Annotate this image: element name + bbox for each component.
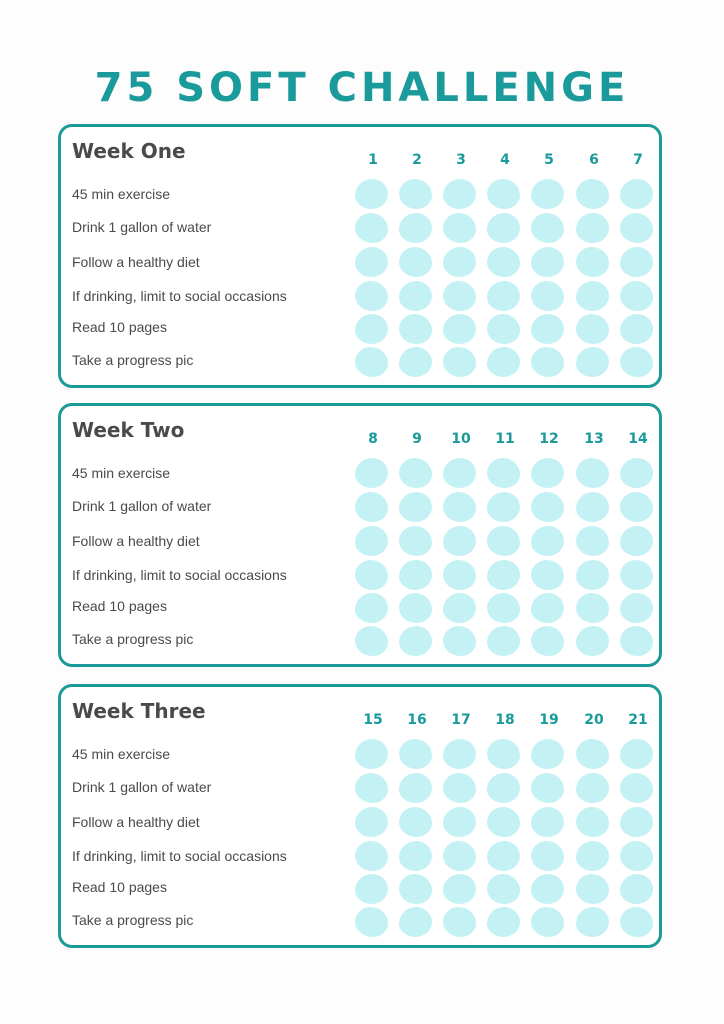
day-checkbox[interactable] <box>443 492 476 522</box>
task-label: Read 10 pages <box>72 879 167 895</box>
day-checkbox[interactable] <box>620 739 653 769</box>
day-checkbox[interactable] <box>531 281 564 311</box>
day-checkbox[interactable] <box>620 593 653 623</box>
day-checkbox[interactable] <box>399 841 432 871</box>
day-checkbox[interactable] <box>576 213 609 243</box>
day-checkbox[interactable] <box>620 626 653 656</box>
day-checkbox[interactable] <box>487 247 520 277</box>
day-checkbox[interactable] <box>443 281 476 311</box>
week-panel <box>58 124 662 388</box>
day-number: 7 <box>633 152 643 168</box>
day-checkbox[interactable] <box>399 179 432 209</box>
day-checkbox[interactable] <box>487 807 520 837</box>
day-checkbox[interactable] <box>576 526 609 556</box>
day-checkbox[interactable] <box>576 347 609 377</box>
day-checkbox[interactable] <box>487 281 520 311</box>
week-panel <box>58 403 662 667</box>
day-checkbox[interactable] <box>399 739 432 769</box>
day-checkbox[interactable] <box>487 213 520 243</box>
day-checkbox[interactable] <box>399 593 432 623</box>
day-number: 15 <box>363 712 383 728</box>
day-checkbox[interactable] <box>531 739 564 769</box>
day-checkbox[interactable] <box>531 773 564 803</box>
day-number: 11 <box>495 431 515 447</box>
day-checkbox[interactable] <box>487 739 520 769</box>
day-checkbox[interactable] <box>487 492 520 522</box>
day-checkbox[interactable] <box>487 593 520 623</box>
day-checkbox[interactable] <box>620 492 653 522</box>
day-number: 5 <box>544 152 554 168</box>
day-checkbox[interactable] <box>620 213 653 243</box>
day-checkbox[interactable] <box>399 526 432 556</box>
day-checkbox[interactable] <box>620 807 653 837</box>
day-checkbox[interactable] <box>443 458 476 488</box>
day-number: 2 <box>412 152 422 168</box>
day-number: 20 <box>584 712 604 728</box>
day-number: 3 <box>456 152 466 168</box>
task-label: Read 10 pages <box>72 319 167 335</box>
task-label: If drinking, limit to social occasions <box>72 288 287 304</box>
day-checkbox[interactable] <box>355 593 388 623</box>
task-label: Drink 1 gallon of water <box>72 498 212 514</box>
day-checkbox[interactable] <box>620 347 653 377</box>
day-checkbox[interactable] <box>620 907 653 937</box>
task-label: Take a progress pic <box>72 631 194 647</box>
day-checkbox[interactable] <box>399 874 432 904</box>
day-checkbox[interactable] <box>531 347 564 377</box>
day-checkbox[interactable] <box>620 874 653 904</box>
day-checkbox[interactable] <box>531 626 564 656</box>
day-checkbox[interactable] <box>355 314 388 344</box>
day-checkbox[interactable] <box>576 281 609 311</box>
day-checkbox[interactable] <box>576 492 609 522</box>
task-label: Follow a healthy diet <box>72 254 200 270</box>
day-checkbox[interactable] <box>443 874 476 904</box>
day-checkbox[interactable] <box>443 739 476 769</box>
day-checkbox[interactable] <box>576 179 609 209</box>
day-checkbox[interactable] <box>487 907 520 937</box>
task-label: Drink 1 gallon of water <box>72 219 212 235</box>
day-checkbox[interactable] <box>620 314 653 344</box>
day-checkbox[interactable] <box>443 560 476 590</box>
week-title: Week One <box>72 139 186 163</box>
day-checkbox[interactable] <box>531 179 564 209</box>
task-label: Take a progress pic <box>72 912 194 928</box>
day-checkbox[interactable] <box>576 874 609 904</box>
day-checkbox[interactable] <box>531 458 564 488</box>
day-checkbox[interactable] <box>620 179 653 209</box>
day-checkbox[interactable] <box>443 526 476 556</box>
day-checkbox[interactable] <box>576 841 609 871</box>
day-number: 14 <box>628 431 648 447</box>
day-checkbox[interactable] <box>355 281 388 311</box>
day-checkbox[interactable] <box>399 458 432 488</box>
day-checkbox[interactable] <box>355 841 388 871</box>
day-checkbox[interactable] <box>443 247 476 277</box>
day-checkbox[interactable] <box>355 739 388 769</box>
day-checkbox[interactable] <box>355 492 388 522</box>
day-number: 8 <box>368 431 378 447</box>
day-checkbox[interactable] <box>576 593 609 623</box>
day-checkbox[interactable] <box>576 773 609 803</box>
day-number: 9 <box>412 431 422 447</box>
day-checkbox[interactable] <box>487 314 520 344</box>
day-checkbox[interactable] <box>443 807 476 837</box>
day-checkbox[interactable] <box>399 492 432 522</box>
day-number: 4 <box>500 152 510 168</box>
task-label: Read 10 pages <box>72 598 167 614</box>
day-number: 10 <box>451 431 471 447</box>
day-number: 16 <box>407 712 427 728</box>
day-checkbox[interactable] <box>399 773 432 803</box>
day-checkbox[interactable] <box>531 874 564 904</box>
task-label: Follow a healthy diet <box>72 533 200 549</box>
day-checkbox[interactable] <box>443 626 476 656</box>
day-checkbox[interactable] <box>487 560 520 590</box>
task-label: If drinking, limit to social occasions <box>72 567 287 583</box>
day-checkbox[interactable] <box>487 526 520 556</box>
page-title: 75 SOFT CHALLENGE <box>94 65 630 111</box>
day-checkbox[interactable] <box>443 179 476 209</box>
task-label: Drink 1 gallon of water <box>72 779 212 795</box>
day-checkbox[interactable] <box>576 458 609 488</box>
day-checkbox[interactable] <box>576 807 609 837</box>
day-checkbox[interactable] <box>487 179 520 209</box>
day-number: 6 <box>589 152 599 168</box>
day-checkbox[interactable] <box>355 560 388 590</box>
day-checkbox[interactable] <box>576 626 609 656</box>
day-checkbox[interactable] <box>487 458 520 488</box>
day-checkbox[interactable] <box>487 347 520 377</box>
task-label: If drinking, limit to social occasions <box>72 848 287 864</box>
day-checkbox[interactable] <box>576 739 609 769</box>
day-checkbox[interactable] <box>531 807 564 837</box>
day-number: 1 <box>368 152 378 168</box>
day-checkbox[interactable] <box>487 874 520 904</box>
day-number: 18 <box>495 712 515 728</box>
task-label: 45 min exercise <box>72 746 171 762</box>
day-checkbox[interactable] <box>531 907 564 937</box>
day-checkbox[interactable] <box>355 526 388 556</box>
day-checkbox[interactable] <box>443 841 476 871</box>
day-checkbox[interactable] <box>443 907 476 937</box>
task-label: Take a progress pic <box>72 352 194 368</box>
day-checkbox[interactable] <box>576 314 609 344</box>
day-checkbox[interactable] <box>531 492 564 522</box>
task-label: 45 min exercise <box>72 186 171 202</box>
day-checkbox[interactable] <box>443 347 476 377</box>
day-number: 19 <box>539 712 559 728</box>
day-checkbox[interactable] <box>531 247 564 277</box>
day-checkbox[interactable] <box>620 773 653 803</box>
day-checkbox[interactable] <box>487 626 520 656</box>
day-number: 17 <box>451 712 471 728</box>
day-checkbox[interactable] <box>355 179 388 209</box>
day-checkbox[interactable] <box>355 907 388 937</box>
day-checkbox[interactable] <box>355 213 388 243</box>
day-checkbox[interactable] <box>399 560 432 590</box>
day-checkbox[interactable] <box>399 907 432 937</box>
task-label: 45 min exercise <box>72 465 171 481</box>
day-checkbox[interactable] <box>620 841 653 871</box>
day-checkbox[interactable] <box>576 907 609 937</box>
day-checkbox[interactable] <box>399 247 432 277</box>
day-checkbox[interactable] <box>399 281 432 311</box>
day-checkbox[interactable] <box>399 626 432 656</box>
day-checkbox[interactable] <box>487 773 520 803</box>
day-checkbox[interactable] <box>443 213 476 243</box>
day-checkbox[interactable] <box>576 560 609 590</box>
day-checkbox[interactable] <box>531 560 564 590</box>
day-checkbox[interactable] <box>620 560 653 590</box>
day-checkbox[interactable] <box>531 593 564 623</box>
week-panel <box>58 684 662 948</box>
day-checkbox[interactable] <box>355 247 388 277</box>
day-checkbox[interactable] <box>576 247 609 277</box>
day-checkbox[interactable] <box>531 526 564 556</box>
day-number: 21 <box>628 712 648 728</box>
day-checkbox[interactable] <box>399 807 432 837</box>
day-checkbox[interactable] <box>399 314 432 344</box>
day-checkbox[interactable] <box>620 281 653 311</box>
day-checkbox[interactable] <box>355 458 388 488</box>
day-number: 13 <box>584 431 604 447</box>
week-title: Week Two <box>72 418 185 442</box>
day-checkbox[interactable] <box>399 347 432 377</box>
day-checkbox[interactable] <box>620 458 653 488</box>
day-checkbox[interactable] <box>620 526 653 556</box>
day-checkbox[interactable] <box>355 347 388 377</box>
day-checkbox[interactable] <box>399 213 432 243</box>
day-checkbox[interactable] <box>487 841 520 871</box>
week-title: Week Three <box>72 699 206 723</box>
day-checkbox[interactable] <box>443 593 476 623</box>
day-checkbox[interactable] <box>620 247 653 277</box>
day-checkbox[interactable] <box>355 807 388 837</box>
day-checkbox[interactable] <box>355 626 388 656</box>
day-checkbox[interactable] <box>531 841 564 871</box>
task-label: Follow a healthy diet <box>72 814 200 830</box>
day-checkbox[interactable] <box>355 874 388 904</box>
day-checkbox[interactable] <box>443 773 476 803</box>
day-checkbox[interactable] <box>355 773 388 803</box>
day-checkbox[interactable] <box>531 213 564 243</box>
day-checkbox[interactable] <box>443 314 476 344</box>
day-number: 12 <box>539 431 559 447</box>
day-checkbox[interactable] <box>531 314 564 344</box>
